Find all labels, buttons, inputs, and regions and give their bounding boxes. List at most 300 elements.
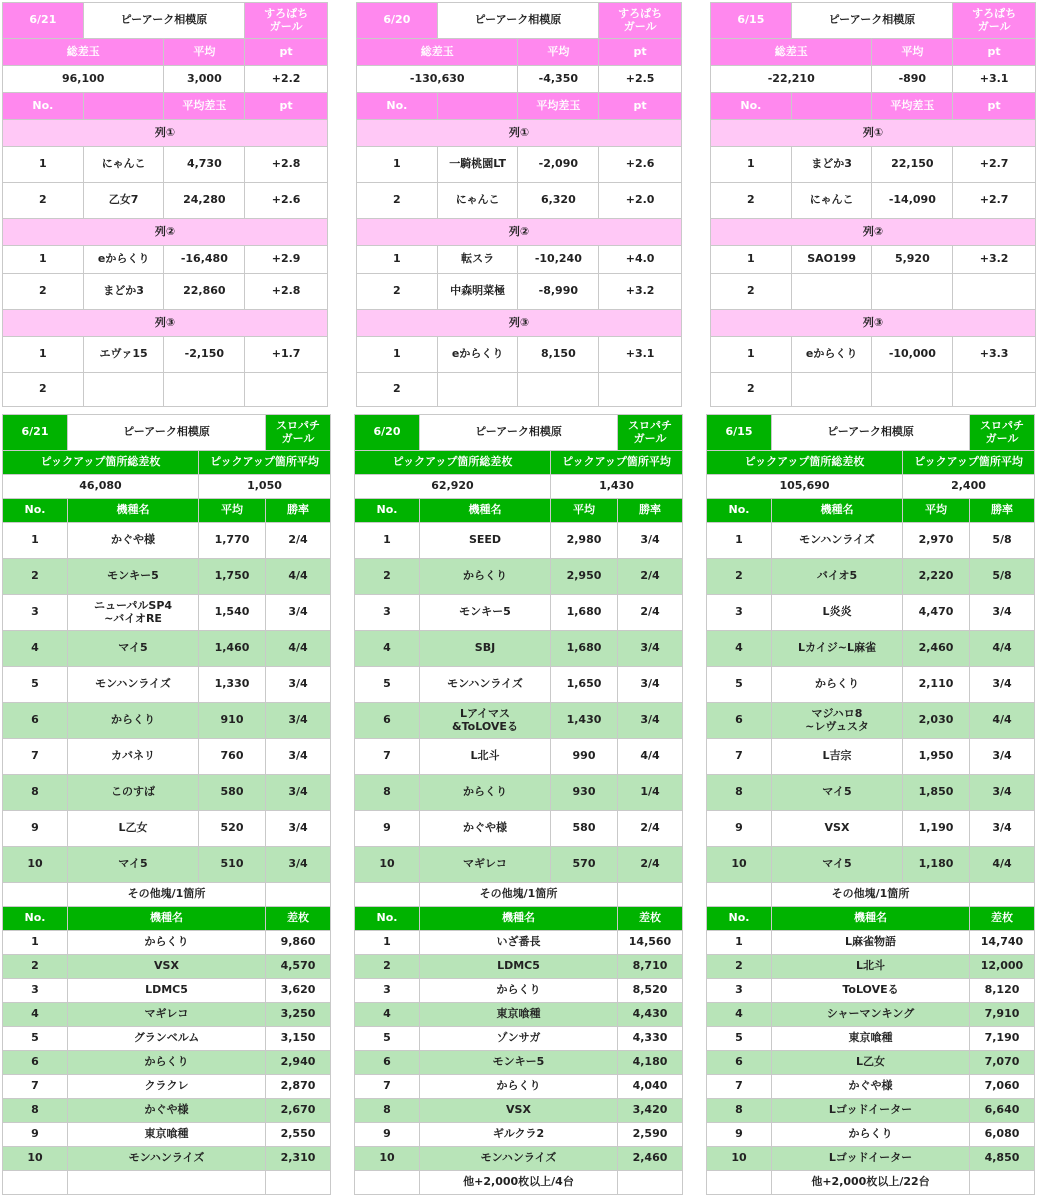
data-cell: 転スラ: [437, 246, 518, 274]
data-cell: -10,240: [518, 246, 599, 274]
table-row: [707, 1075, 1035, 1099]
table-row: [357, 93, 682, 120]
data-cell: 4,730: [164, 147, 245, 183]
pickup-cell: 520: [199, 811, 266, 847]
pickup-cell: モンハンライズ: [772, 523, 903, 559]
tag-line: スロパチ: [276, 418, 320, 432]
data-cell: 1: [711, 246, 792, 274]
pickup-cell: 5: [707, 667, 772, 703]
rank-cell: 9: [707, 1123, 772, 1147]
store-name: ピーアーク相模原: [68, 415, 266, 451]
data-cell: 2: [357, 274, 438, 310]
table-row: [711, 246, 1036, 274]
table-row: [711, 219, 1036, 246]
pickup-cell: 580: [199, 775, 266, 811]
summary-value: -22,210: [711, 66, 872, 93]
data-cell: +3.1: [599, 337, 682, 373]
rank-cell: Lゴッドイーター: [772, 1099, 970, 1123]
column-header: pt: [245, 93, 328, 120]
data-cell: +2.9: [245, 246, 328, 274]
rank-cell: 8: [3, 1099, 68, 1123]
summary-header: ピックアップ箇所平均: [903, 451, 1035, 475]
rank-cell: ToLOVEる: [772, 979, 970, 1003]
rank-cell: 2: [707, 955, 772, 979]
pickup-cell: 1: [355, 523, 420, 559]
footer-note: 他+2,000枚以上/4台: [420, 1171, 618, 1195]
pickup-cell: 3: [3, 595, 68, 631]
table-row: [3, 219, 328, 246]
pickup-cell: 1,430: [551, 703, 618, 739]
table-row: [3, 883, 331, 907]
column-header: 機種名: [68, 907, 266, 931]
table-row: [707, 739, 1035, 775]
rank-cell: VSX: [68, 955, 266, 979]
other-label: その他塊/1箇所: [772, 883, 970, 907]
table-row: [357, 39, 682, 66]
data-cell: 1: [357, 147, 438, 183]
data-cell: 2: [711, 274, 792, 310]
summary-header: ピックアップ箇所総差枚: [707, 451, 903, 475]
summary-header: 平均: [872, 39, 953, 66]
summary-header: 平均: [518, 39, 599, 66]
data-cell: [83, 373, 164, 407]
column-header: No.: [357, 93, 438, 120]
data-cell: eからくり: [83, 246, 164, 274]
rank-cell: L麻雀物語: [772, 931, 970, 955]
section-label: 列②: [3, 219, 328, 246]
rank-cell: Lゴッドイーター: [772, 1147, 970, 1171]
rank-cell: 9: [3, 1123, 68, 1147]
table-row: [3, 451, 331, 475]
table-row: [707, 1099, 1035, 1123]
table-row: [707, 595, 1035, 631]
table-row: [707, 811, 1035, 847]
rank-cell: 7: [3, 1075, 68, 1099]
table-row: [3, 631, 331, 667]
data-cell: +3.2: [599, 274, 682, 310]
tag-line: スロパチ: [628, 418, 672, 432]
table-row: [707, 955, 1035, 979]
column-header: No.: [711, 93, 792, 120]
table-row: [355, 979, 683, 1003]
rank-cell: 6,640: [970, 1099, 1035, 1123]
data-cell: 22,860: [164, 274, 245, 310]
data-cell: [791, 274, 872, 310]
pickup-cell: SEED: [420, 523, 551, 559]
tag-line: ガール: [281, 431, 315, 445]
table-row: [357, 337, 682, 373]
table-row: [357, 147, 682, 183]
table-row: [707, 979, 1035, 1003]
top-panel-2: [356, 2, 682, 407]
pickup-cell: マイ5: [68, 631, 199, 667]
pickup-cell: カバネリ: [68, 739, 199, 775]
pickup-cell: L北斗: [420, 739, 551, 775]
rank-cell: 3,150: [266, 1027, 331, 1051]
pickup-cell: 9: [355, 811, 420, 847]
table-row: [3, 1123, 331, 1147]
pickup-cell: ニューパルSP4 ~バイオRE: [68, 595, 199, 631]
data-cell: 乙女7: [83, 183, 164, 219]
summary-header: 総差玉: [711, 39, 872, 66]
table-row: [355, 907, 683, 931]
table-row: [711, 310, 1036, 337]
column-header: No.: [707, 499, 772, 523]
data-cell: 2: [3, 274, 84, 310]
rank-cell: 2,460: [618, 1147, 683, 1171]
pickup-cell: Lアイマス &ToLOVEる: [420, 703, 551, 739]
rank-cell: 8,120: [970, 979, 1035, 1003]
table-row: [707, 883, 1035, 907]
table-row: [3, 1075, 331, 1099]
column-header: 差枚: [266, 907, 331, 931]
pickup-cell: 2,950: [551, 559, 618, 595]
pickup-cell: Lカイジ~L麻雀: [772, 631, 903, 667]
data-cell: eからくり: [791, 337, 872, 373]
pickup-cell: からくり: [420, 559, 551, 595]
store-name: ピーアーク相模原: [772, 415, 970, 451]
table-row: [355, 1147, 683, 1171]
table-row: [3, 1003, 331, 1027]
table-row: [707, 1027, 1035, 1051]
summary-header: 平均: [164, 39, 245, 66]
pickup-cell: 2/4: [266, 523, 331, 559]
table-row: [355, 1123, 683, 1147]
rank-cell: 2,310: [266, 1147, 331, 1171]
column-header: pt: [599, 93, 682, 120]
tag-line: ガール: [623, 19, 657, 33]
rank-cell: ゾンサガ: [420, 1027, 618, 1051]
pickup-cell: からくり: [68, 703, 199, 739]
table-row: [3, 310, 328, 337]
pickup-cell: L炎炎: [772, 595, 903, 631]
data-cell: まどか3: [83, 274, 164, 310]
data-cell: -2,090: [518, 147, 599, 183]
summary-header: pt: [245, 39, 328, 66]
data-cell: -10,000: [872, 337, 953, 373]
column-header: 機種名: [68, 499, 199, 523]
empty-cell: [618, 1171, 683, 1195]
pickup-cell: 8: [355, 775, 420, 811]
empty-cell: [618, 883, 683, 907]
table-row: [3, 847, 331, 883]
table-row: [355, 523, 683, 559]
column-header: 勝率: [266, 499, 331, 523]
column-header: 機種名: [420, 907, 618, 931]
rank-cell: 4,570: [266, 955, 331, 979]
rank-cell: 14,740: [970, 931, 1035, 955]
rank-cell: 8,710: [618, 955, 683, 979]
pickup-cell: 3/4: [266, 703, 331, 739]
pickup-cell: 1,650: [551, 667, 618, 703]
data-cell: [953, 274, 1036, 310]
pickup-cell: からくり: [420, 775, 551, 811]
table-row: [711, 39, 1036, 66]
tag-line: すろぱち: [618, 6, 663, 20]
table-row: [357, 310, 682, 337]
table-row: [3, 66, 328, 93]
table-row: [707, 1147, 1035, 1171]
column-header: [83, 93, 164, 120]
rank-cell: 12,000: [970, 955, 1035, 979]
pickup-cell: 760: [199, 739, 266, 775]
empty-cell: [707, 883, 772, 907]
bottom-panel-3: [706, 414, 1035, 1195]
data-cell: +2.0: [599, 183, 682, 219]
data-cell: 5,920: [872, 246, 953, 274]
table-row: [355, 775, 683, 811]
rank-cell: LDMC5: [420, 955, 618, 979]
tag-cell: [618, 415, 683, 451]
data-cell: 2: [357, 373, 438, 407]
rank-cell: 7,910: [970, 1003, 1035, 1027]
pickup-cell: 1: [3, 523, 68, 559]
pickup-cell: 6: [3, 703, 68, 739]
column-header: 平均差玉: [872, 93, 953, 120]
table-row: [707, 847, 1035, 883]
data-cell: +2.7: [953, 183, 1036, 219]
tag-line: スロパチ: [980, 418, 1024, 432]
other-label: その他塊/1箇所: [420, 883, 618, 907]
footer-note: 他+2,000枚以上/22台: [772, 1171, 970, 1195]
tag-line: ガール: [977, 19, 1011, 33]
pickup-cell: 10: [3, 847, 68, 883]
pickup-cell: 2,460: [903, 631, 970, 667]
column-header: 機種名: [772, 499, 903, 523]
summary-value: 1,430: [551, 475, 683, 499]
column-header: 機種名: [420, 499, 551, 523]
rank-cell: モンキー5: [420, 1051, 618, 1075]
table-row: [711, 147, 1036, 183]
pickup-cell: 5/8: [970, 559, 1035, 595]
rank-cell: 8: [707, 1099, 772, 1123]
rank-cell: 7: [355, 1075, 420, 1099]
rank-cell: 2,590: [618, 1123, 683, 1147]
date-cell: 6/20: [355, 415, 420, 451]
table-row: [3, 559, 331, 595]
pickup-cell: 2,220: [903, 559, 970, 595]
date-cell: 6/20: [357, 3, 438, 39]
table-row: [3, 120, 328, 147]
data-cell: 1: [3, 246, 84, 274]
pickup-cell: 1,680: [551, 595, 618, 631]
table-row: [3, 1027, 331, 1051]
pickup-cell: 1,460: [199, 631, 266, 667]
other-label: その他塊/1箇所: [68, 883, 266, 907]
rank-cell: 4: [707, 1003, 772, 1027]
empty-cell: [266, 1171, 331, 1195]
table-row: [355, 631, 683, 667]
data-cell: にゃんこ: [791, 183, 872, 219]
summary-value: 46,080: [3, 475, 199, 499]
rank-cell: かぐや様: [68, 1099, 266, 1123]
table-row: [711, 66, 1036, 93]
pickup-cell: 4/4: [618, 739, 683, 775]
pickup-cell: 1,180: [903, 847, 970, 883]
pickup-cell: マイ5: [772, 847, 903, 883]
pickup-cell: 4/4: [970, 631, 1035, 667]
section-label: 列①: [357, 120, 682, 147]
data-cell: +2.8: [245, 274, 328, 310]
pickup-cell: 3/4: [970, 739, 1035, 775]
table-row: [3, 274, 328, 310]
pickup-cell: 3: [707, 595, 772, 631]
pickup-cell: 3/4: [970, 811, 1035, 847]
pickup-cell: 3/4: [618, 703, 683, 739]
table-row: [707, 907, 1035, 931]
column-header: 機種名: [772, 907, 970, 931]
pickup-cell: マジハロ8 ~レヴュスタ: [772, 703, 903, 739]
footer-note: [68, 1171, 266, 1195]
table-row: [3, 415, 331, 451]
rank-cell: 東京喰種: [68, 1123, 266, 1147]
pickup-cell: 4/4: [970, 703, 1035, 739]
table-row: [711, 93, 1036, 120]
table-row: [707, 631, 1035, 667]
pickup-cell: マイ5: [68, 847, 199, 883]
data-cell: まどか3: [791, 147, 872, 183]
data-cell: 2: [3, 183, 84, 219]
table-row: [355, 1099, 683, 1123]
summary-value: 96,100: [3, 66, 164, 93]
column-header: [791, 93, 872, 120]
date-cell: 6/15: [707, 415, 772, 451]
pickup-cell: 2,110: [903, 667, 970, 703]
pickup-cell: 10: [707, 847, 772, 883]
rank-cell: 8,520: [618, 979, 683, 1003]
data-cell: にゃんこ: [83, 147, 164, 183]
pickup-cell: 1,850: [903, 775, 970, 811]
data-cell: 1: [357, 246, 438, 274]
table-row: [711, 337, 1036, 373]
table-row: [355, 1051, 683, 1075]
table-row: [711, 183, 1036, 219]
tag-line: すろぱち: [264, 6, 309, 20]
summary-value: 62,920: [355, 475, 551, 499]
pickup-cell: 8: [3, 775, 68, 811]
pickup-cell: モンハンライズ: [420, 667, 551, 703]
pickup-cell: 1,770: [199, 523, 266, 559]
table-row: [707, 523, 1035, 559]
pickup-cell: SBJ: [420, 631, 551, 667]
table-row: [3, 93, 328, 120]
rank-cell: マギレコ: [68, 1003, 266, 1027]
section-label: 列②: [357, 219, 682, 246]
pickup-cell: VSX: [772, 811, 903, 847]
table-row: [357, 66, 682, 93]
table-row: [707, 1171, 1035, 1195]
pickup-cell: 4: [707, 631, 772, 667]
pickup-cell: マイ5: [772, 775, 903, 811]
table-row: [3, 739, 331, 775]
data-cell: eからくり: [437, 337, 518, 373]
data-cell: [872, 274, 953, 310]
data-cell: にゃんこ: [437, 183, 518, 219]
table-row: [355, 1027, 683, 1051]
table-row: [707, 415, 1035, 451]
data-cell: 一騎桃園LT: [437, 147, 518, 183]
top-panel-3: [710, 2, 1036, 407]
data-cell: +1.7: [245, 337, 328, 373]
column-header: No.: [3, 499, 68, 523]
table-row: [357, 274, 682, 310]
data-cell: [953, 373, 1036, 407]
table-row: [355, 931, 683, 955]
pickup-cell: 3/4: [266, 847, 331, 883]
data-cell: 8,150: [518, 337, 599, 373]
pickup-cell: 4,470: [903, 595, 970, 631]
data-cell: +2.8: [245, 147, 328, 183]
rank-cell: 7: [707, 1075, 772, 1099]
rank-cell: いざ番長: [420, 931, 618, 955]
rank-cell: 2: [355, 955, 420, 979]
table-row: [355, 703, 683, 739]
tag-cell: [599, 3, 682, 39]
rank-cell: シャーマンキング: [772, 1003, 970, 1027]
rank-cell: からくり: [420, 979, 618, 1003]
rank-cell: 1: [707, 931, 772, 955]
data-cell: -8,990: [518, 274, 599, 310]
pickup-cell: 3/4: [970, 667, 1035, 703]
pickup-cell: 3/4: [618, 631, 683, 667]
pickup-cell: 1,330: [199, 667, 266, 703]
data-cell: [518, 373, 599, 407]
top-panel-1: [2, 2, 328, 407]
pickup-cell: このすば: [68, 775, 199, 811]
table-row: [3, 39, 328, 66]
summary-value: 3,000: [164, 66, 245, 93]
pickup-cell: 3/4: [266, 739, 331, 775]
pickup-cell: 990: [551, 739, 618, 775]
rank-cell: 1: [3, 931, 68, 955]
rank-cell: 4,040: [618, 1075, 683, 1099]
empty-cell: [970, 1171, 1035, 1195]
data-cell: +4.0: [599, 246, 682, 274]
rank-cell: 3,620: [266, 979, 331, 1003]
rank-cell: 2,870: [266, 1075, 331, 1099]
table-row: [3, 931, 331, 955]
pickup-cell: 3: [355, 595, 420, 631]
column-header: pt: [953, 93, 1036, 120]
summary-value: -4,350: [518, 66, 599, 93]
data-cell: 6,320: [518, 183, 599, 219]
pickup-cell: 2/4: [618, 811, 683, 847]
pickup-cell: 2,970: [903, 523, 970, 559]
rank-cell: 9,860: [266, 931, 331, 955]
rank-cell: 10: [3, 1147, 68, 1171]
summary-value: +3.1: [953, 66, 1036, 93]
table-row: [355, 1171, 683, 1195]
table-row: [355, 1003, 683, 1027]
pickup-cell: 510: [199, 847, 266, 883]
rank-cell: からくり: [68, 1051, 266, 1075]
data-cell: 1: [711, 337, 792, 373]
summary-header: 総差玉: [3, 39, 164, 66]
summary-header: pt: [599, 39, 682, 66]
table-row: [3, 523, 331, 559]
rank-cell: 2,670: [266, 1099, 331, 1123]
table-row: [3, 1099, 331, 1123]
pickup-cell: 4: [3, 631, 68, 667]
table-row: [3, 775, 331, 811]
data-cell: -2,150: [164, 337, 245, 373]
table-row: [355, 475, 683, 499]
pickup-cell: 4: [355, 631, 420, 667]
summary-header: ピックアップ箇所総差枚: [355, 451, 551, 475]
empty-cell: [3, 883, 68, 907]
pickup-cell: 3/4: [618, 667, 683, 703]
pickup-cell: 7: [3, 739, 68, 775]
